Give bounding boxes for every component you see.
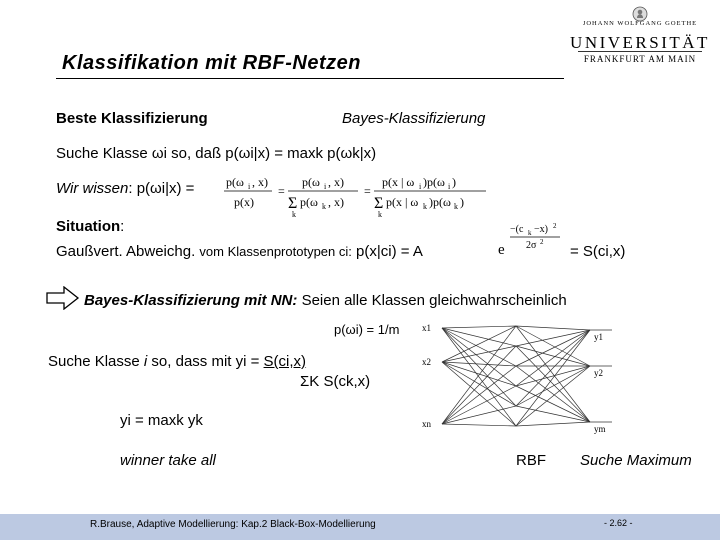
winner-take-all: winner take all [120,452,216,469]
svg-text:=: = [278,184,285,198]
logo-city: FRANKFURT AM MAIN [583,54,697,64]
svg-text:, x): , x) [252,175,268,189]
svg-text:i: i [248,182,251,191]
similarity-function: = S(ci,x) [570,243,626,260]
svg-text:p(x | ω: p(x | ω [386,195,419,209]
logo-name: UNIVERSITÄT [570,33,710,52]
footer-text: R.Brause, Adaptive Modellierung: Kap.2 Black-Box-Modellierung [90,519,376,530]
svg-text:e: e [498,242,505,258]
gauss-line: Gaußvert. Abweichg. vom Klassenprototypen ci: p(x|ci) = A [56,243,423,260]
rbf-label: RBF [516,452,546,469]
svg-text:=: = [364,184,371,198]
subheading-right: Bayes-Klassifizierung [342,110,486,127]
hidden-output-connection [516,346,590,366]
svg-text:p(ω: p(ω [226,175,244,189]
network-input-label: x2 [422,357,431,367]
svg-text:k: k [292,210,296,218]
fraction-numerator: S(ci,x) [263,353,307,370]
university-logo [570,6,710,68]
svg-text:Σ: Σ [374,195,384,212]
right-arrow-icon [46,286,80,310]
hidden-output-connection [516,326,590,366]
situation-label: Situation [56,218,121,235]
input-hidden-connection [442,346,516,424]
hidden-output-connection [516,330,590,406]
page-number: - 2.62 - [604,518,633,528]
svg-text:k: k [423,202,427,211]
svg-text:p(x): p(x) [234,195,254,209]
gauss-exponent [498,220,564,260]
network-output-label: ym [594,424,606,434]
svg-text:−x): −x) [534,224,548,235]
max-equation: yi = maxk yk [120,412,203,429]
svg-text:k: k [528,229,532,237]
logo-top-line: JOHANN WOLFGANG GOETHE [582,20,698,27]
input-hidden-connection [442,328,516,366]
prior-probability: p(ωi) = 1/m [334,322,400,337]
title-underline [56,78,564,79]
network-input-label: x1 [422,323,431,333]
svg-text:2: 2 [540,238,544,246]
svg-text:): ) [452,175,456,189]
hidden-output-connection [516,366,590,386]
svg-text:p(x | ω: p(x | ω [382,175,415,189]
search-class-line: Suche Klasse ωi so, daß p(ωi|x) = maxk p(ωk|x) [56,145,377,162]
hidden-output-connection [516,366,590,426]
bayes-lhs: : p(ωi|x) = [128,180,195,197]
rbf-network-diagram [420,318,616,440]
input-hidden-connection [442,424,516,426]
svg-text:)p(ω: )p(ω [429,195,451,209]
svg-text:k: k [454,202,458,211]
network-output-label: y1 [594,332,603,342]
hidden-output-connection [516,366,590,406]
svg-text:k: k [322,202,326,211]
svg-text:)p(ω: )p(ω [423,175,445,189]
hidden-output-connection [516,422,590,426]
svg-text:i: i [419,182,422,191]
svg-text:, x): , x) [328,175,344,189]
search-maximum: Suche Maximum [580,452,692,469]
svg-text:, x): , x) [328,195,344,209]
svg-text:Σ: Σ [288,195,298,212]
hidden-output-connection [516,326,590,330]
situation-heading: Situation: [56,218,125,235]
fraction-denominator: ΣK S(ck,x) [300,373,371,390]
subheading-left: Beste Klassifizierung [56,110,208,127]
bayes-line [56,180,194,197]
svg-text:p(ω: p(ω [300,195,318,209]
input-hidden-connection [442,326,516,328]
svg-text:k: k [378,210,382,218]
svg-text:i: i [448,182,451,191]
nn-line: Bayes-Klassifizierung mit NN: Seien alle Klassen gleichwahrscheinlich [84,292,567,309]
network-input-label: xn [422,419,431,429]
svg-text:): ) [460,195,464,209]
search-i-line: Suche Klasse i so, dass mit yi = S(ci,x) [48,353,307,370]
hidden-output-connection [516,346,590,422]
page-title: Klassifikation mit RBF-Netzen [62,52,361,74]
svg-text:p(ω: p(ω [302,175,320,189]
input-hidden-connection [442,386,516,424]
bayes-label: Wir wissen [56,180,129,197]
svg-text:i: i [324,182,327,191]
svg-text:2: 2 [553,222,557,230]
input-hidden-connection [442,362,516,406]
svg-text:−(c: −(c [510,224,524,235]
network-output-label: y2 [594,368,603,378]
hidden-output-connection [516,330,590,366]
svg-text:2σ: 2σ [526,240,537,251]
bayes-formula [222,172,492,218]
input-hidden-connection [442,346,516,362]
